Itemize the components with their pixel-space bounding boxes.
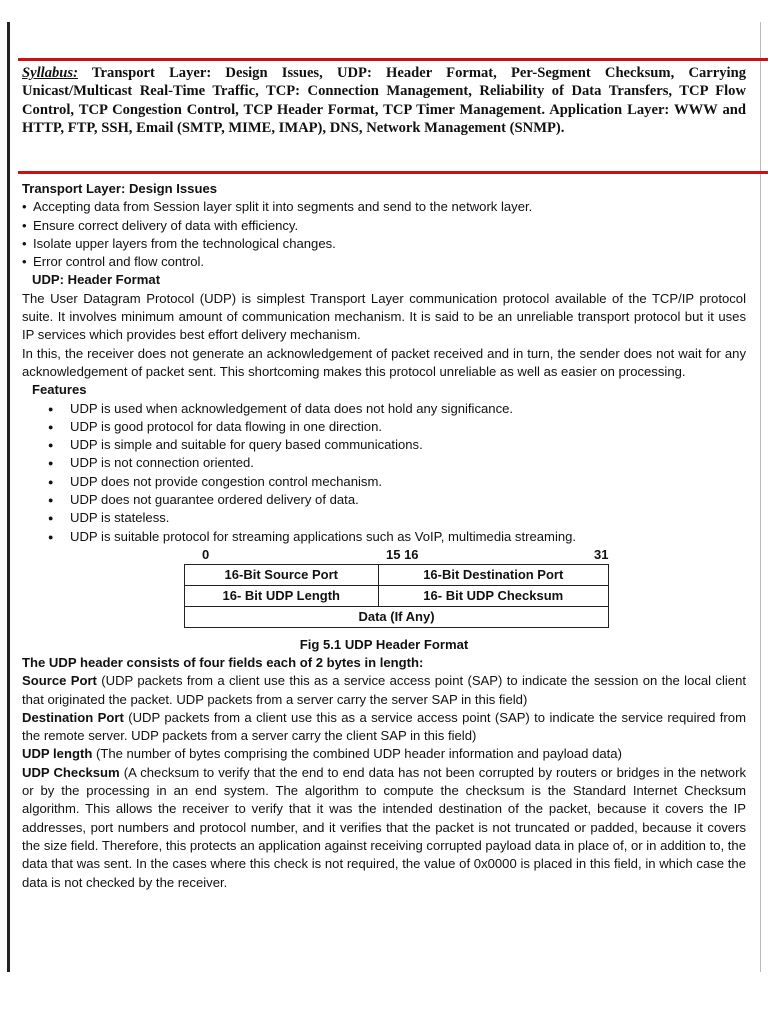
list-item: ● UDP is good protocol for data flowing in one direction. [70, 418, 746, 436]
syllabus-text: Transport Layer: Design Issues, UDP: Header Format, Per-Segment Checksum, Carrying Unicast/Multicast Real-Time Traffic, TCP: Connection Management, Reliability of Data Transfers, TCP Flow Control, TCP Congestion Control, TCP Header Format, TCP Timer Management. Application Layer: WWW and HTTP, FTP, SSH, Email (SMTP, MIME, IMAP), DNS, Network Management (SNMP). [22, 65, 746, 136]
destination-port-desc [22, 709, 746, 746]
udp-length-cell: 16- Bit UDP Length [185, 585, 379, 606]
list-item: • Ensure correct delivery of data with efficiency. [22, 217, 746, 235]
source-port-desc [22, 672, 746, 709]
udp-paragraph-2: In this, the receiver does not generate an acknowledgement of packet received and in turn, the sender does not wait for any acknowledgement of packet sent. This shortcoming makes this protocol unreliable as well as easier on processing. [22, 345, 746, 379]
source-port-label: Source Port [22, 673, 97, 689]
bit-label-15-16: 15 16 [386, 546, 419, 562]
list-item: ● UDP is suitable protocol for streaming applications such as VoIP, multimedia streaming. [70, 528, 746, 546]
left-margin-rule [7, 22, 10, 972]
list-item: • Isolate upper layers from the technological changes. [22, 235, 746, 253]
udp-checksum-desc [22, 764, 746, 892]
udp-header-figure [22, 546, 746, 652]
udp-heading: UDP: Header Format [32, 272, 161, 288]
data-cell: Data (If Any) [185, 606, 609, 627]
syllabus-label: Syllabus: [22, 65, 78, 81]
udp-checksum-cell: 16- Bit UDP Checksum [378, 585, 608, 606]
udp-length-text: (The number of bytes comprising the combined UDP header information and payload data) [92, 746, 622, 762]
bit-label-0: 0 [202, 546, 210, 562]
list-item: ● UDP is used when acknowledgement of data does not hold any significance. [70, 400, 746, 418]
list-item: • Error control and flow control. [22, 253, 746, 271]
destination-port-label: Destination Port [22, 709, 124, 725]
syllabus-block [22, 64, 746, 137]
list-item: ● UDP is simple and suitable for query based communications. [70, 436, 746, 454]
bit-label-31: 31 [594, 546, 609, 562]
udp-length-label: UDP length [22, 746, 93, 762]
list-item: ● UDP is not connection oriented. [70, 454, 746, 472]
features-heading: Features [32, 382, 87, 398]
udp-checksum-text: (A checksum to verify that the end to end data has not been corrupted by routers or bridges in the network or by the processing in an end system. The algorithm to compute the checksum is the Standard Internet Checksum algorithm. This allows the receiver to verify that it was the intended destination of the packet, because it covers the IP addresses, port numbers and protocol number, and it verifies that the packet is not truncated or padded, because it covers the size field. Therefore, this protects an application against receiving corrupted payload data in place of, or in addition to, the data that was sent. In the cases where this check is not required, the value of 0x0000 is placed in this field, in which case the data is not checked by the receiver. [22, 764, 746, 890]
source-port-text: (UDP packets from a client use this as a service access point (SAP) to indicate the session on the local client that originated the packet. UDP packets from a server carry the server SAP in this field) [22, 673, 746, 707]
destination-port-cell: 16-Bit Destination Port [378, 564, 608, 585]
destination-port-text: (UDP packets from a client use this as a service access point (SAP) to indicate the service required from the remote server. UDP packets from a server carry the client SAP in this field) [22, 709, 746, 744]
design-issues-list [22, 198, 746, 271]
list-item: ● UDP does not guarantee ordered delivery of data. [70, 491, 746, 509]
list-item: • Accepting data from Session layer split it into segments and send to the network layer. [22, 198, 746, 216]
source-port-cell: 16-Bit Source Port [185, 564, 379, 585]
figure-caption: Fig 5.1 UDP Header Format [299, 636, 469, 652]
list-item: ● UDP does not provide congestion control mechanism. [70, 473, 746, 491]
right-margin-rule [760, 22, 761, 972]
features-list [22, 400, 746, 546]
udp-paragraph-1: The User Datagram Protocol (UDP) is simplest Transport Layer communication protocol available of the TCP/IP protocol suite. It involves minimum amount of communication mechanism. It is said to be an unreliable transport protocol but it uses IP services which provides best effort delivery mechanism. [22, 290, 746, 343]
bottom-red-divider [18, 171, 768, 174]
udp-length-desc [22, 745, 746, 763]
udp-header-table [184, 564, 609, 628]
fields-intro: The UDP header consists of four fields each of 2 bytes in length: [22, 654, 424, 670]
design-issues-heading: Transport Layer: Design Issues [22, 181, 218, 196]
main-content [22, 180, 746, 892]
list-item: ● UDP is stateless. [70, 509, 746, 527]
top-red-divider [18, 58, 768, 61]
udp-checksum-label: UDP Checksum [22, 764, 120, 780]
